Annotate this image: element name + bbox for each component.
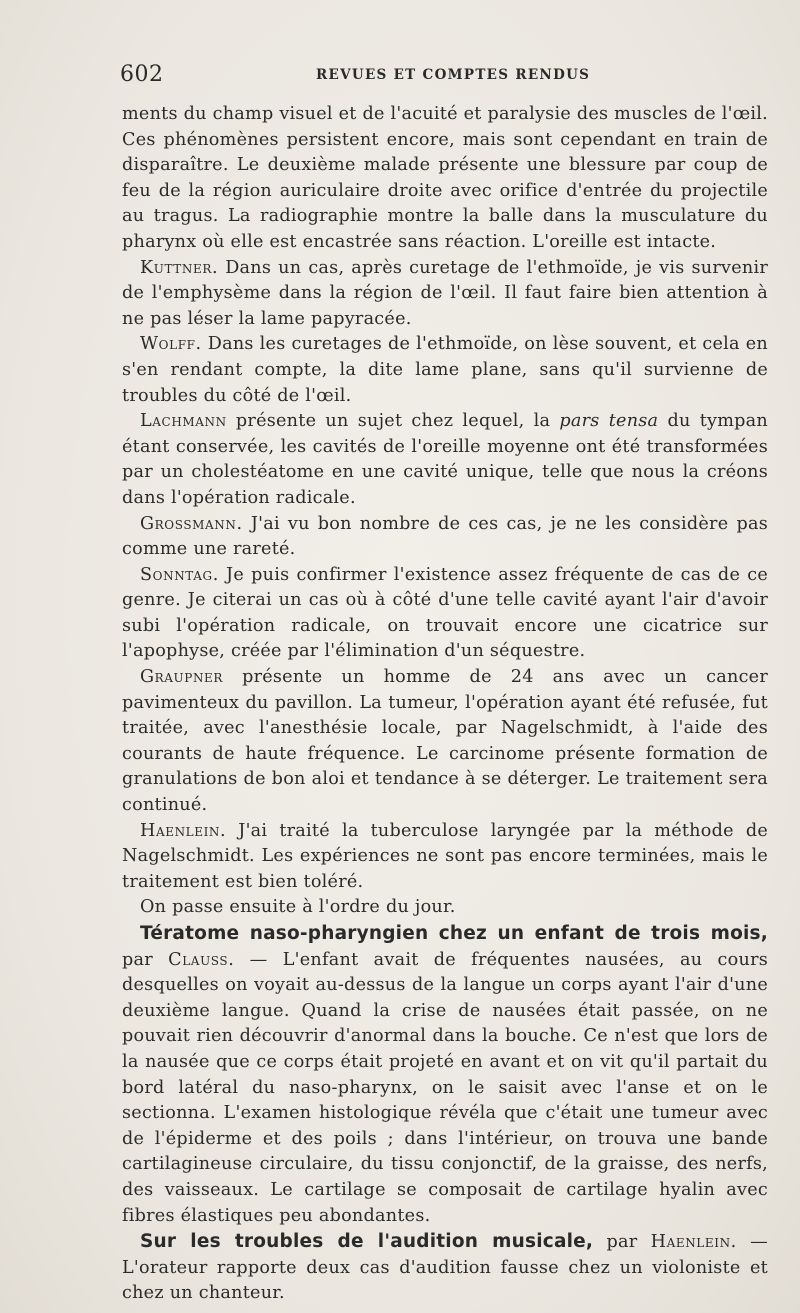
paragraph — [122, 895, 768, 921]
paragraph-text: Je puis confirmer l'existence assez fréquente de cas de ce genre. Je citerai un cas où à côté d'une telle cavité ayant l'air d'avoir subi l'opération radicale, on trouvait encore une cicatrice sur l'apophyse, créée par l'élimination d'un séquestre. — [122, 564, 769, 662]
paragraph — [122, 512, 768, 563]
speaker-name: Wolff. — [140, 334, 202, 355]
section-paragraph — [122, 1229, 768, 1307]
section-title: Sur les troubles de l'audition musicale, — [140, 1231, 594, 1253]
paragraph-text: On passe ensuite à l'ordre du jour. — [140, 897, 456, 918]
by-word: par — [606, 1232, 638, 1253]
latin-term: pars tensa — [559, 411, 659, 432]
paragraph-text: présente un sujet chez lequel, la — [235, 411, 551, 432]
paragraph-text: Dans les curetages de l'ethmoïde, on lèse souvent, et cela en s'en rendant compte, la dite lame plane, sans qu'il survienne de troubles du côté de l'œil. — [122, 334, 768, 406]
paragraph-text: présente un homme de 24 ans avec un cancer pavimenteux du pavillon. La tumeur, l'opération ayant été refusée, fut traitée, avec l'anesthésie locale, par Nagelschmidt, à l'aide des courants de haute fréquence. Le carcinome présente formation de granulations de bon aloi et tendance à se déterger. Le traitement sera continué. — [122, 667, 768, 816]
speaker-name: Sonntag. — [140, 564, 219, 585]
by-word: par — [122, 949, 153, 970]
author-name: Clauss. — [168, 949, 235, 970]
paragraph — [122, 102, 768, 256]
section-title: Tératome naso-pharyngien chez un enfant de trois mois, — [140, 923, 768, 944]
speaker-name: Graupner — [140, 667, 224, 688]
running-head: REVUES ET COMPTES RENDUS — [316, 67, 591, 83]
page-number: 602 — [120, 62, 164, 87]
speaker-name: Haenlein. — [140, 820, 227, 841]
paragraph-text: — L'orateur rapporte deux cas d'audition fausse chez un violoniste et chez un chanteur. — [122, 1232, 768, 1304]
paragraph-text: ments du champ visuel et de l'acuité et paralysie des muscles de l'œil. Ces phénomènes persistent encore, mais sont cependant en train de disparaître. Le deuxième malade présente une blessure par coup de feu de la région auriculaire droite avec orifice d'entrée du projectile au tragus. La radiographie montre la balle dans la musculature du pharynx où elle est encastrée sans réaction. L'oreille est intacte. — [122, 104, 768, 252]
text-body — [122, 102, 768, 1307]
paragraph — [122, 563, 768, 665]
paragraph-text: J'ai traité la tuberculose laryngée par la méthode de Nagelschmidt. Les expériences ne sont pas encore terminées, mais le traitement est bien toléré. — [122, 820, 768, 892]
page-header — [120, 62, 768, 92]
paragraph — [122, 256, 768, 333]
paragraph-text: — L'enfant avait de fréquentes nausées, au cours desquelles on voyait au-dessus de la langue un corps ayant l'air d'une deuxième langue. Quand la crise de nausées était passée, on ne pouvait rien découvrir d'anormal dans la bouche. Ce n'est que lors de la nausée que ce corps était projeté en avant et on vit qu'il partait du bord latéral du naso-pharynx, on le saisit avec l'anse et on le sectionna. L'examen histologique révéla que c'était une tumeur avec de l'épiderme et des poils ; dans l'intérieur, on trouva une bande cartilagineuse circulaire, du tissu conjonctif, de la graisse, des nerfs, des vaisseaux. Le cartilage se composait de cartilage hyalin avec fibres élastiques peu abondantes. — [122, 949, 769, 1226]
paragraph — [122, 665, 768, 819]
speaker-name: Grossmann. — [140, 513, 243, 534]
section-paragraph — [122, 921, 768, 1229]
author-name: Haenlein. — [650, 1232, 737, 1253]
speaker-name: Lachmann — [140, 411, 227, 432]
paragraph — [122, 332, 768, 409]
paragraph-text: du tympan étant conservée, les cavités de l'oreille moyenne ont été transformées par un cholestéatome en une cavité unique, telle que nous la créons dans l'opération radicale. — [122, 411, 768, 508]
speaker-name: Kuttner. — [140, 257, 219, 278]
paragraph — [122, 819, 768, 896]
paragraph-text: Dans un cas, après curetage de l'ethmoïde, je vis survenir de l'emphysème dans la région de l'œil. Il faut faire bien attention à ne pas léser la lame papyracée. — [122, 257, 768, 329]
paragraph-text: J'ai vu bon nombre de ces cas, je ne les considère pas comme une rareté. — [122, 513, 768, 560]
paragraph — [122, 409, 768, 511]
